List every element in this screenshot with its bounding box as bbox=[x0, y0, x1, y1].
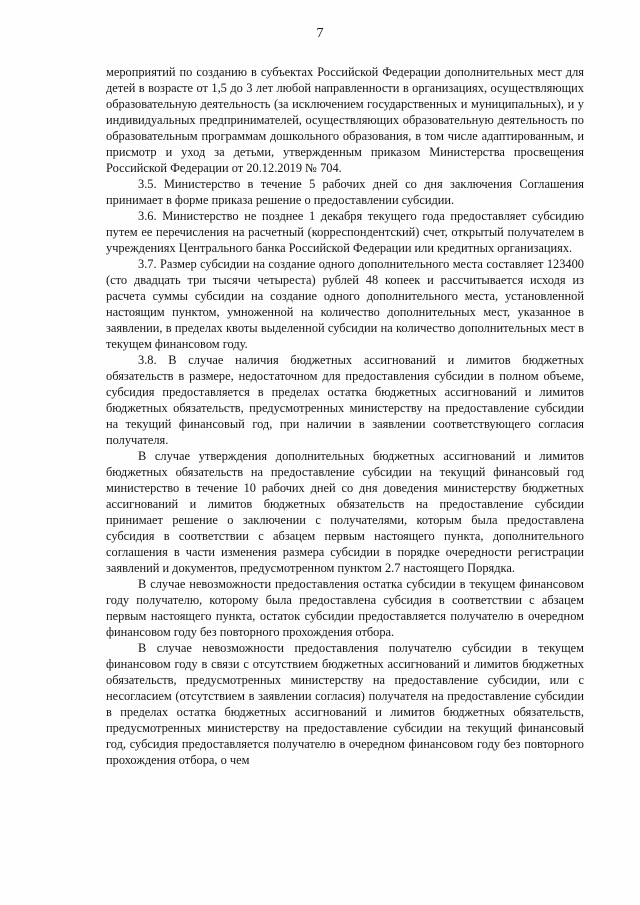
paragraph-3-5: 3.5. Министерство в течение 5 рабочих дней со дня заключения Соглашения принимает в форме приказа решение о предоставлении субсидии. bbox=[106, 177, 584, 207]
paragraph-impossibility: В случае невозможности предоставления получателю субсидии в текущем финансовом году в связи с отсутствием бюджетных ассигнований и лимитов бюджетных обязательств, предусмотренных министерству на предоставление субсидии, или с несогласием (отсутствием в заявлении согласия) получателя на предоставление субсидии в пределах остатка бюджетных ассигнований и лимитов бюджетных обязательств, предусмотренных министерству на предоставление субсидии на текущий финансовый год, субсидия предоставляется получателю в очередном финансовом году без повторного прохождения отбора, о чем bbox=[106, 641, 584, 767]
paragraph-continuation: мероприятий по созданию в субъектах Российской Федерации дополнительных мест для детей в возрасте от 1,5 до 3 лет любой направленности в организациях, осуществляющих образовательную деятельность (за исключением государственных и муниципальных), и у индивидуальных предпринимателей, осуществляющих образовательную деятельность по образовательным программам дошкольного образования, в том числе адаптированным, и присмотр и уход за детьми, утвержденным приказом Министерства просвещения Российской Федерации от 20.12.2019 № 704. bbox=[106, 65, 584, 175]
paragraph-remaining-subsidy: В случае невозможности предоставления остатка субсидии в текущем финансовом году получателю, которому была предоставлена субсидия в соответствии с абзацем первым настоящего пункта, остаток субсидии предоставляется получателю в очередном финансовом году без повторного прохождения отбора. bbox=[106, 577, 584, 639]
paragraph-additional-allocations: В случае утверждения дополнительных бюджетных ассигнований и лимитов бюджетных обязательств на предоставление субсидии на текущий финансовый год министерство в течение 10 рабочих дней со дня доведения министерству бюджетных ассигнований и лимитов бюджетных обязательств на предоставление субсидии принимает решение о заключении с получателями, которым была предоставлена субсидия в соответствии с абзацем первым настоящего пункта, дополнительного соглашения в части изменения размера субсидии в порядке очередности регистрации заявлений и документов, предусмотренном пунктом 2.7 настоящего Порядка. bbox=[106, 449, 584, 575]
page-number: 7 bbox=[316, 26, 324, 41]
paragraph-3-6: 3.6. Министерство не позднее 1 декабря текущего года предоставляет субсидию путем ее перечисления на расчетный (корреспондентский) счет, открытый получателем в учреждениях Центрального банка Российской Федерации или кредитных организациях. bbox=[106, 209, 584, 255]
document-body bbox=[106, 64, 584, 768]
paragraph-3-8: 3.8. В случае наличия бюджетных ассигнований и лимитов бюджетных обязательств в размере, недостаточном для предоставления субсидии в полном объеме, субсидия предоставляется в пределах остатка бюджетных ассигнований и лимитов бюджетных обязательств, предусмотренных министерству на предоставление субсидии на текущий финансовый год, при наличии в заявлении соответствующего согласия получателя. bbox=[106, 353, 584, 447]
paragraph-3-7: 3.7. Размер субсидии на создание одного дополнительного места составляет 123400 (сто двадцать три тысячи четыреста) рублей 48 копеек и рассчитывается исходя из расчета суммы субсидии на создание одного дополнительного места, установленной настоящим пунктом, умноженной на количество дополнительных мест, указанное в заявлении, в пределах квоты выделенной субсидии на количество дополнительных мест в текущем финансовом году. bbox=[106, 257, 584, 351]
